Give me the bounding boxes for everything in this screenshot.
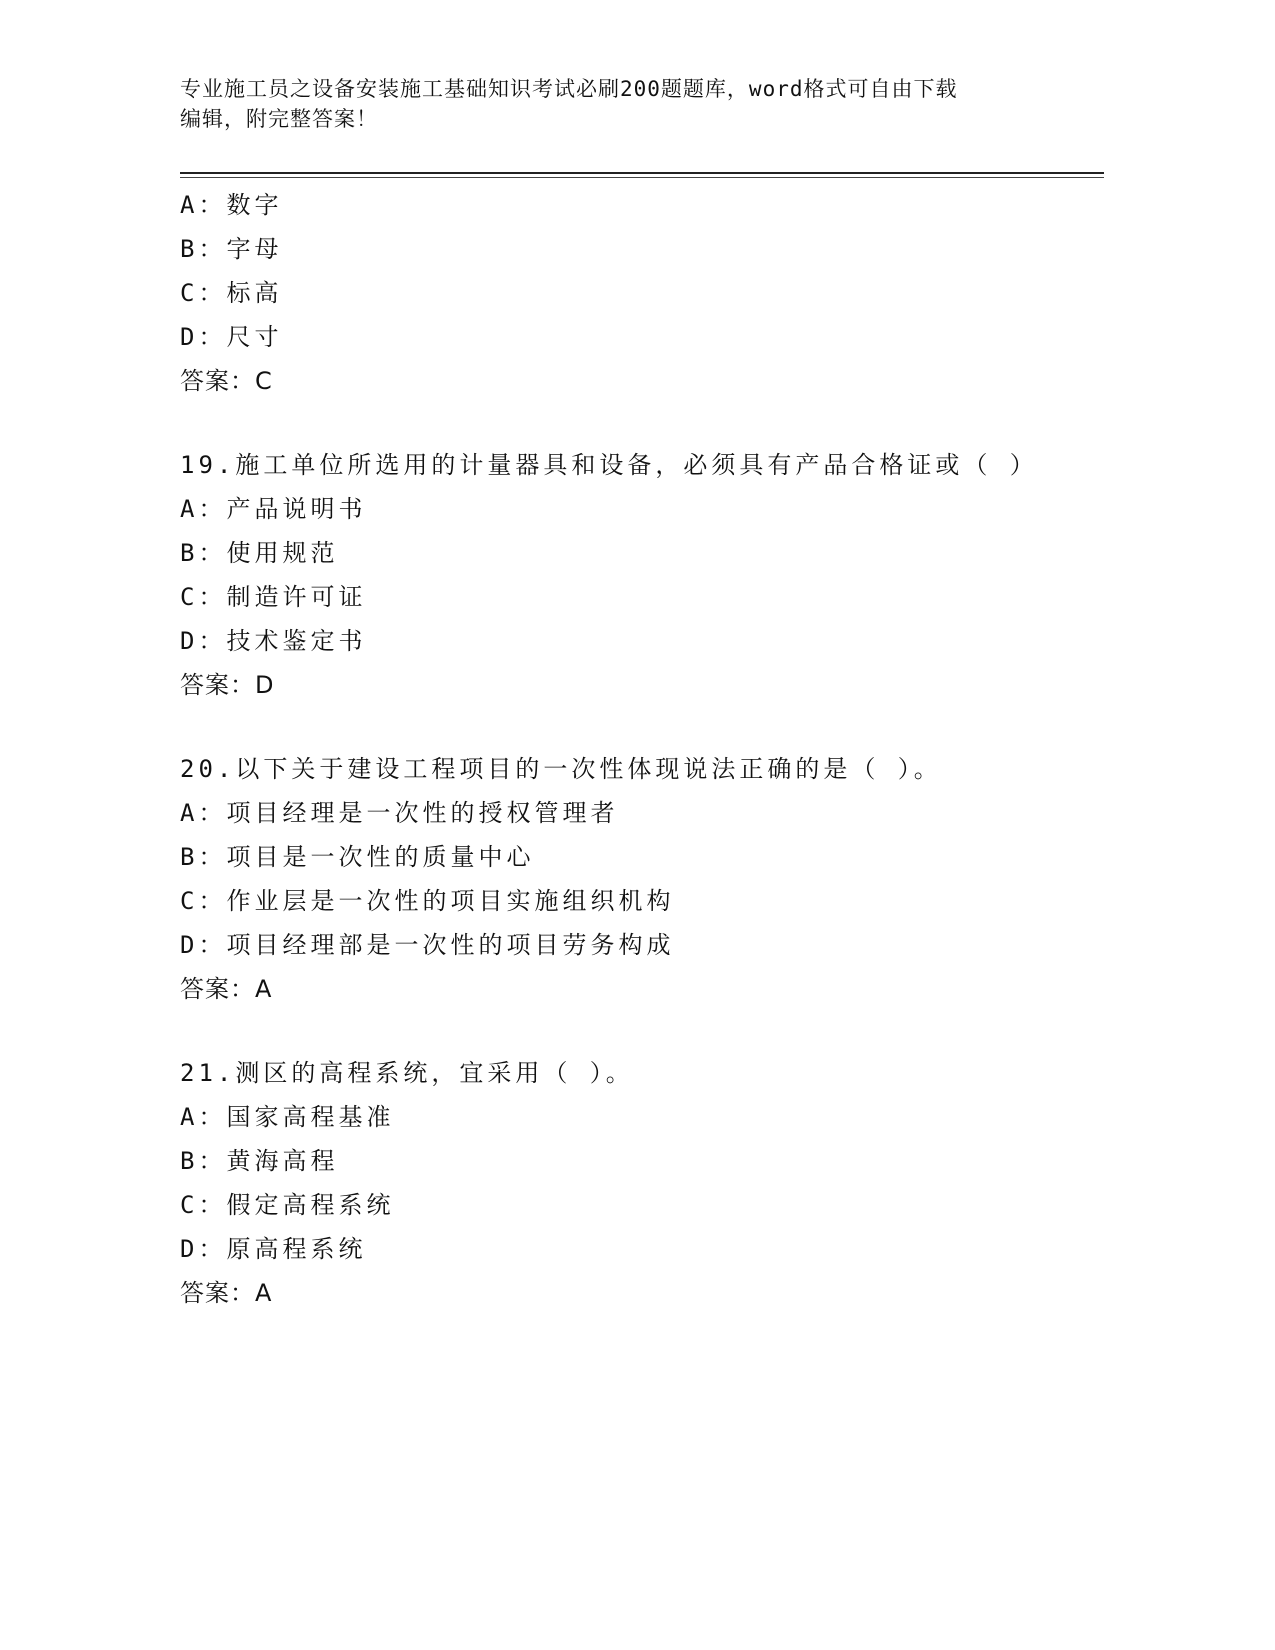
question-21 (180, 1051, 1104, 1315)
answer: 答案：A (180, 1279, 273, 1307)
answer: 答案：A (180, 975, 273, 1003)
option-c: C：标高 (180, 279, 283, 307)
header-divider-thin (180, 177, 1104, 178)
spacer (180, 707, 1104, 747)
question-20 (180, 747, 1104, 1011)
option-c: C：作业层是一次性的项目实施组织机构 (180, 887, 675, 915)
option-a: A：国家高程基准 (180, 1103, 395, 1131)
option-a: A：项目经理是一次性的授权管理者 (180, 799, 619, 827)
option-a: A：产品说明书 (180, 495, 367, 523)
question-list (180, 183, 1104, 1315)
option-b: B：使用规范 (180, 539, 339, 567)
question-19 (180, 443, 1104, 707)
spacer (180, 1011, 1104, 1051)
header-line-2: 编辑，附完整答案！ (180, 107, 378, 131)
option-b: B：字母 (180, 235, 283, 263)
partial-question (180, 183, 1104, 403)
option-b: B：黄海高程 (180, 1147, 339, 1175)
document-header (180, 74, 1080, 134)
answer: 答案：D (180, 671, 275, 699)
spacer (180, 403, 1104, 443)
option-c: C：假定高程系统 (180, 1191, 395, 1219)
header-line-1: 专业施工员之设备安装施工基础知识考试必刷200题题库，word格式可自由下载 (180, 77, 958, 101)
question-text: 21.测区的高程系统，宜采用（ ）。 (180, 1059, 634, 1087)
answer: 答案：C (180, 367, 273, 395)
option-d: D：技术鉴定书 (180, 627, 367, 655)
option-d: D：项目经理部是一次性的项目劳务构成 (180, 931, 675, 959)
option-d: D：原高程系统 (180, 1235, 367, 1263)
option-c: C：制造许可证 (180, 583, 367, 611)
question-text: 20.以下关于建设工程项目的一次性体现说法正确的是（ ）。 (180, 755, 942, 783)
question-text: 19.施工单位所选用的计量器具和设备，必须具有产品合格证或（ ） (180, 451, 1038, 479)
header-divider-thick (180, 172, 1104, 174)
option-d: D：尺寸 (180, 323, 283, 351)
option-a: A：数字 (180, 191, 283, 219)
option-b: B：项目是一次性的质量中心 (180, 843, 535, 871)
